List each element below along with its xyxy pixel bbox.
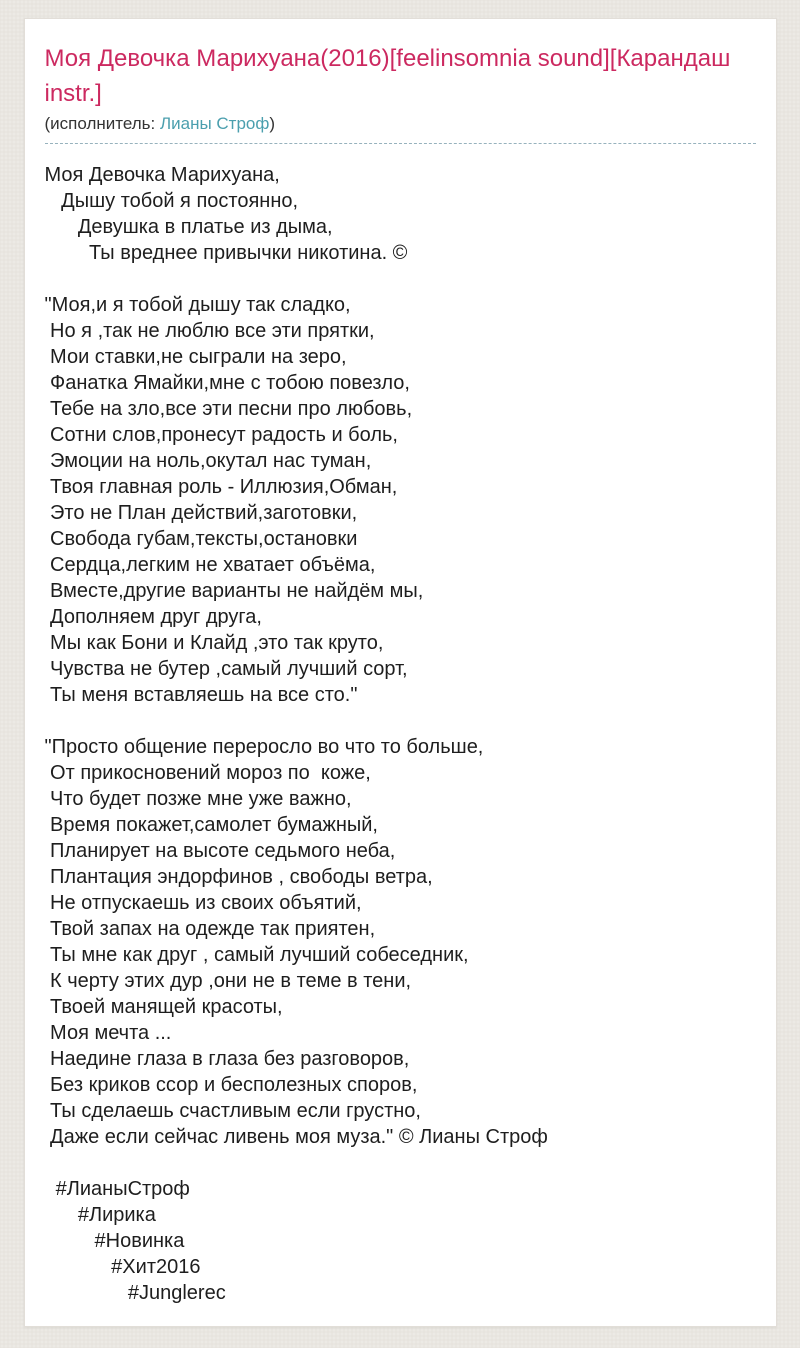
lyric-line: Дышу тобой я постоянно, (44, 190, 299, 212)
lyric-line: "Просто общение переросло во что то больше, (44, 736, 484, 758)
hashtag-line: #ЛианыСтроф (44, 1178, 190, 1200)
lyrics-text (45, 162, 756, 1306)
blank-line (45, 1150, 756, 1176)
lyric-line: Тебе на зло,все эти песни про любовь, (44, 398, 413, 420)
lyric-line: Мои ставки,не сыграли на зеро, (44, 346, 347, 368)
blank-line (45, 708, 756, 734)
hashtag-line: #Новинка (44, 1230, 185, 1252)
lyric-line: Ты вреднее привычки никотина. © (44, 242, 408, 264)
lyric-line: Ты мне как друг , самый лучший собеседник, (44, 944, 469, 966)
lyric-line: Что будет позже мне уже важно, (44, 788, 352, 810)
artist-label-suffix: ) (269, 114, 276, 133)
lyric-line: Твоей манящей красоты, (44, 996, 283, 1018)
lyric-line: Вместе,другие варианты не найдём мы, (44, 580, 424, 602)
lyric-line: Планирует на высоте седьмого неба, (44, 840, 396, 862)
lyric-line: Наедине глаза в глаза без разговоров, (44, 1048, 410, 1070)
hashtag-line: #Junglerec (44, 1282, 226, 1304)
lyric-line: Без криков ссор и бесполезных споров, (44, 1074, 418, 1096)
lyric-line: Сотни слов,пронесут радость и боль, (44, 424, 398, 446)
artist-label-prefix: (исполнитель: (44, 114, 160, 133)
lyric-line: Моя Девочка Марихуана, (44, 164, 280, 186)
lyric-line: Плантация эндорфинов , свободы ветра, (44, 866, 433, 888)
lyric-line: Эмоции на ноль,окутал нас туман, (44, 450, 372, 472)
lyric-line: Но я ,так не люблю все эти прятки, (44, 320, 375, 342)
lyric-line: Чувства не бутер ,самый лучший сорт, (44, 658, 408, 680)
lyric-line: Твой запах на одежде так приятен, (44, 918, 376, 940)
lyric-line: "Моя,и я тобой дышу так сладко, (44, 294, 351, 316)
lyric-line: Девушка в платье из дыма, (44, 216, 333, 238)
lyric-line: Ты меня вставляешь на все сто." (44, 684, 358, 706)
lyric-line: Твоя главная роль - Иллюзия,Обман, (44, 476, 398, 498)
hashtag-line: #Лирика (44, 1204, 156, 1226)
lyric-line: Это не План действий,заготовки, (44, 502, 358, 524)
lyric-line: Свобода губам,тексты,остановки (44, 528, 358, 550)
lyrics-card (24, 18, 777, 1327)
lyric-line: Дополняем друг друга, (44, 606, 262, 628)
lyric-line: От прикосновений мороз по коже, (44, 762, 371, 784)
lyric-line: Ты сделаешь счастливым если грустно, (44, 1100, 421, 1122)
lyric-line: Мы как Бони и Клайд ,это так круто, (44, 632, 384, 654)
lyric-line: Время покажет,самолет бумажный, (44, 814, 378, 836)
lyric-line: Моя мечта ... (44, 1022, 172, 1044)
blank-line (45, 266, 756, 292)
lyric-line: Не отпускаешь из своих объятий, (44, 892, 362, 914)
lyric-line: К черту этих дур ,они не в теме в тени, (44, 970, 412, 992)
artist-line (45, 113, 756, 144)
hashtag-line: #Хит2016 (44, 1256, 201, 1278)
lyric-line: Сердца,легким не хватает объёма, (44, 554, 376, 576)
lyric-line: Даже если сейчас ливень моя муза." © Лианы Строф (44, 1126, 548, 1148)
artist-link[interactable]: Лианы Строф (159, 114, 270, 133)
lyric-line: Фанатка Ямайки,мне с тобою повезло, (44, 372, 410, 394)
page-title: Моя Девочка Марихуана(2016)[feelinsomnia sound][Карандаш instr.] (44, 45, 731, 107)
